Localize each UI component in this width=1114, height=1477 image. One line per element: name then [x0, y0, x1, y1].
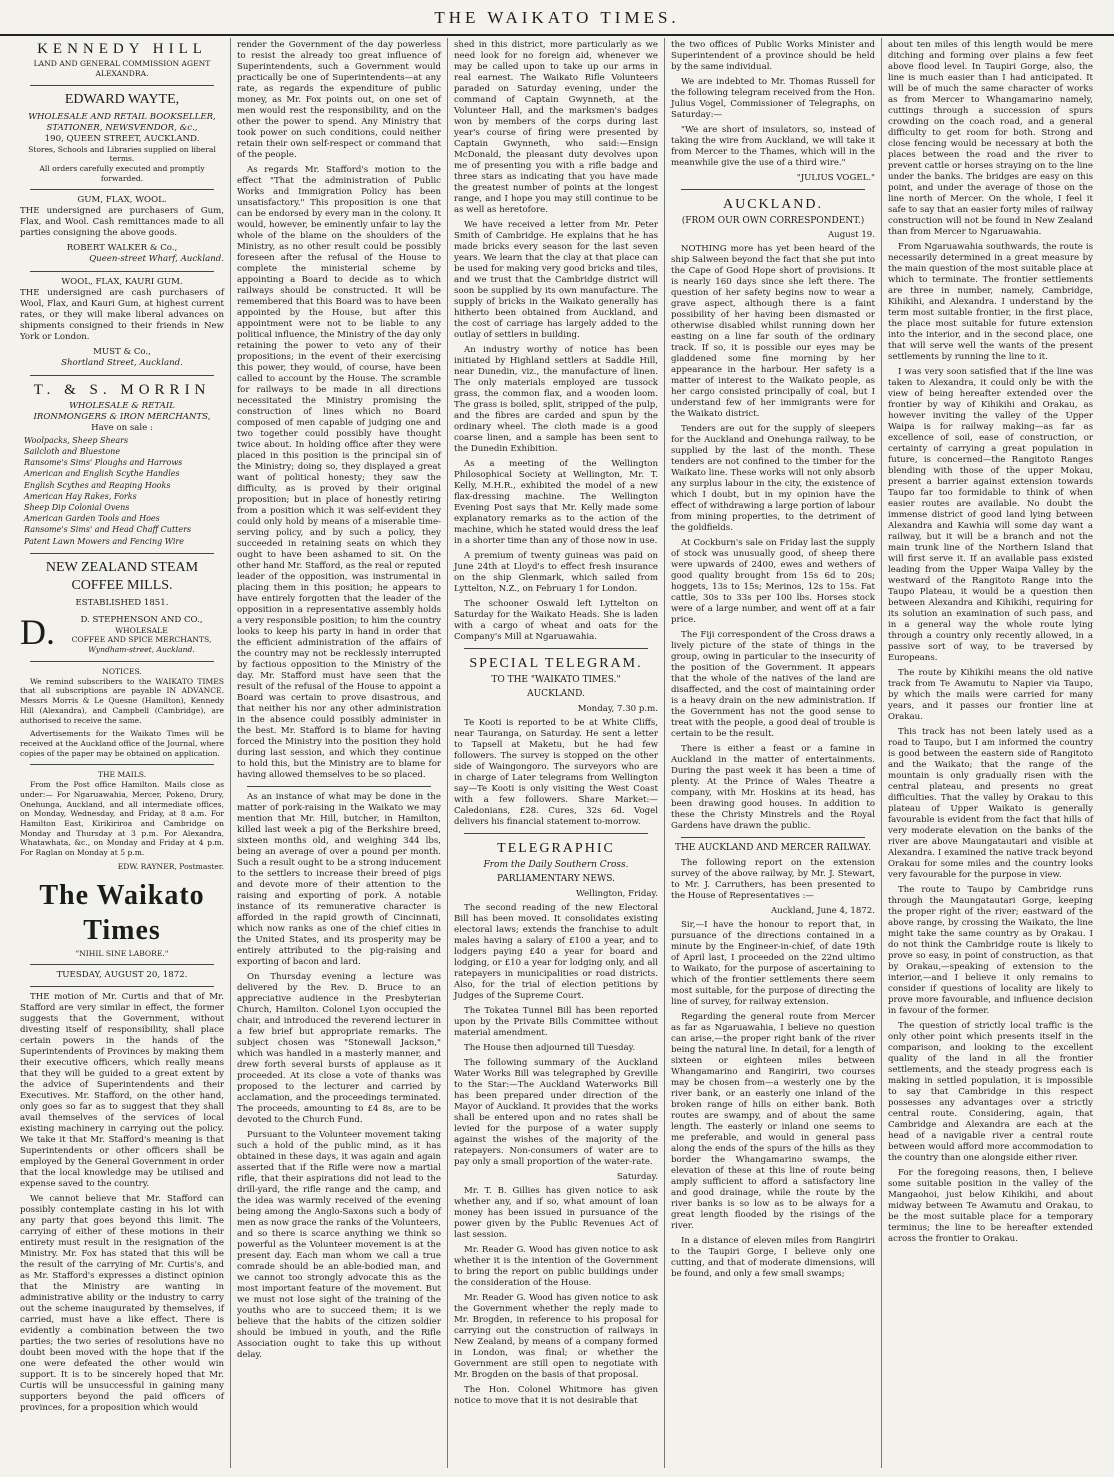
ad-gum1-sig: ROBERT WALKER & Co.,: [66, 243, 178, 254]
leader-paragraph: THE motion of Mr. Curtis and that of Mr. Stafford are very similar in effect, the former suggests that the Government, without divesting itself of responsibility, shall place certain powers in the hands of the Superintendents of Provinces by making them their executive officers, which really means that they will be guided to a great extent by the advice of Superintendents and their Executives. Mr. Stafford, on the other hand, only goes so far as to suggest that they shall avail themselves of the services of local existing machinery in carrying out the policy. We take it that Mr. Stafford's meaning is that Superintendents or other officers shall be employed by the General Government in order that the local knowledge may be utilised and expense saved to the country.: [20, 991, 224, 1189]
ad-gum2-head: WOOL, FLAX, KAURI GUM.: [61, 277, 183, 288]
article-paragraph: This track has not been lately used as a road to Taupo, but I am informed the country is good between the eastern side of Rangitoto and the Waikato; that the range of the mountain is only gradually risen with the central plateau, and presents no great difficulties. That the valley by Orakau to this plateau of Upper Waikato is generally favourable is evident from the fact that hills of very moderate elevation on the banks of the river are above Maungatautari and visible at Alexandra. I examined the native track beyond Orakau for some miles and the country looks very favourable for the purpose in view.: [888, 727, 1093, 880]
ad-kennedy-name: KENNEDY HILL: [37, 41, 207, 57]
article-paragraph: render the Government of the day powerless to resist the already too great influence of Superintendents, such a Government would practically be one of Superintendents—at any rate, as regards the expenditure of public money, as Mr. Fox points out, on one set of men would rest the responsibility, and on the other the power to spend. Any Ministry that took power on such conditions, could neither retain their own self-respect or command that of the people.: [237, 40, 441, 160]
article-paragraph: The Hon. Colonel Whitmore has given notice to move that it is not desirable that: [454, 1384, 658, 1406]
list-item: Ransome's Sims' and Head Chaff Cutters: [24, 525, 192, 535]
column-5: [882, 38, 1099, 1468]
divider: [30, 553, 214, 554]
ad-gum-flax-wool: [20, 195, 224, 265]
article-paragraph: As an instance of what may be done in the matter of pork-raising in the Waikato we may mention that Mr. Hill, butcher, in Hamilton, killed last week a pig of the Berkshire breed, sixteen months old, and weighing 344 lbs, being an average of over a pound per month. Such a result ought to be a strong inducement to the settlers to increase their breed of pigs and devote more of their attention to the raising and exporting of pork. A notable instance of its remunerative character is afforded in the rapid growth of Cincinnati, which now ranks as one of the chief cities in the United States, and its prosperity may be entirely attributed to the pig-raising and exporting of bacon and lard.: [237, 792, 441, 967]
banner-title: The Waikato Times: [39, 879, 205, 947]
special-telegram-dateline: Monday, 7.30 p.m.: [577, 703, 658, 714]
mails-body: From the Post office Hamilton. Mails close as under:— For Ngaruawahia, Mercer, Pokeno, Drury, Onehunga, Auckland, and all intermediate offices, on Monday, Wednesday, and Friday, at 8 a.m. For Hamilton East, Kirikiriroa and Cambridge on Monday and Thursday at 3 p.m. For Alexandra, Whatawhata, &c., on Monday and Friday at 4 p.m. For Raglan on Monday at 5 p.m.: [20, 780, 224, 858]
article-paragraph: about ten miles of this length would be mere ditching and forming over plains a few feet above flood level. In Taupiri Gorge, also, the line is much easier than I had anticipated. It will be of much the same character of works as from Mercer to Whangamarino namely, cuttings through a succession of spurs crowding on the coach road, and a general difficulty to get room for both. Strong and close fencing would be necessary at both the places between the road and the river to prevent cattle or horses straying on to the line under the banks. The bridges are easy on this point, and under the average of those on the line north of Mercer. On the whole, I feel it safe to say that an easier forty miles of railway construction will not be found in New Zealand than from Mercer to Ngaruawahia.: [888, 40, 1093, 237]
special-telegram-head: SPECIAL TELEGRAM.: [469, 656, 643, 671]
column-3: [448, 38, 665, 1468]
article-paragraph: "We are short of insulators, so, instead of taking the wire from Auckland, we will take it from Mercer to the Thames, which will in the meanwhile give the use of a third wire.": [671, 125, 875, 168]
divider: [247, 786, 431, 787]
divider: [30, 85, 214, 86]
article-paragraph: Sir,—I have the honour to report that, in pursuance of the directions contained in a minute by the Engineer-in-chief, of date 19th of April last, I proceeded on the 22nd ultimo to Waikato, for the purpose of ascertaining to which of the frontier settlements there seem most suitable, for the purpose of directing the line of survey, for railway extension.: [671, 919, 875, 1007]
ad-gum1-body: THE undersigned are purchasers of Gum, Flax, and Wool. Cash remittances made to all parties consigning the above goods.: [20, 206, 224, 239]
special-telegram-sub2: AUCKLAND.: [527, 689, 585, 700]
ad-wayte-note2: All orders carefully executed and promptly forwarded.: [39, 163, 205, 183]
column-1: [14, 38, 231, 1468]
railway-head: THE AUCKLAND AND MERCER RAILWAY.: [674, 843, 872, 854]
article-paragraph: The route to Taupo by Cambridge runs through the Maungatautari Gorge, keeping the proper right of the river; eastward of the above range, by crossing the Waikato, the line might take the same country as by Orakau. I do not think the Cambridge route is likely to prove so easy, in point of construction, as that by Orakau,—speaking of extension to the interior,—and I believe it only remains to consider if questions of locality are likely to prove more favourable, and influence decision in favour of the former.: [888, 885, 1093, 1016]
telegram-signature: "JULIUS VOGEL.": [796, 173, 875, 183]
newspaper-columns: [14, 38, 1102, 1468]
article-paragraph: We have received a letter from Mr. Peter Smith of Cambridge. He explains that he has made bricks every season for the last seven years. We learn that the clay at that place can be used for making very good bricks and tiles, and we trust that the Cambridge district will soon be supplied by its own manufacture. The supply of bricks in the Waikato generally has hitherto been obtained from Auckland, and the cost of carriage has largely added to the outlay of settlers in building.: [454, 220, 658, 340]
masthead: [0, 0, 1114, 36]
banner-date: TUESDAY, AUGUST 20, 1872.: [56, 969, 188, 980]
article-paragraph: Regarding the general route from Mercer as far as Ngaruawahia, I believe no question can arise,—the proper right bank of the river being the natural line. In detail, for a length of sixteen or eighteen miles between Whangamarino and Rangiriri, two courses may be chosen from—a westerly one by the river bank, or an easterly one inland of the broken range of hills on either bank. Both routes are swampy, and of about the same length. The easterly or inland one seems to me preferable, and would in general pass along the ends of the spurs of the hills as they border the Whangamarino swamps, the elevation of these at this line of route being amply sufficient to afford a satisfactory line and good drainage, while the route by the river banks is so low as to be always for a great length flooded by the risings of the river.: [671, 1011, 875, 1231]
article-paragraph: The Tokatea Tunnel Bill has been reported upon by the Private Bills Committee without material amendment.: [454, 1005, 658, 1038]
list-item: Ransome's Sims' Ploughs and Harrows: [24, 458, 183, 468]
divider: [681, 837, 865, 838]
divider: [30, 189, 214, 190]
ad-stephenson-line2: COFFEE AND SPICE MERCHANTS,: [71, 635, 212, 645]
ad-kennedy-line2: ALEXANDRA.: [95, 68, 149, 78]
ad-stephenson-line3: Wyndham-street, Auckland.: [88, 645, 195, 655]
ad-gum2-sig2: Shortland Street, Auckland.: [61, 358, 183, 369]
mails-sig: EDW. RAYNER, Postmaster.: [117, 861, 224, 871]
ad-gum2-sig: MUST & Co.,: [93, 347, 151, 358]
article-paragraph: As a meeting of the Wellington Philosophical Society at Wellington, Mr. T. Kelly, M.H.R., exhibited the model of a new flax-dressing machine. The Wellington Evening Post says that Mr. Kelly made some explanatory remarks as to the action of the machine, which he stated would dress the leaf in a shorter time than any of those now in use.: [454, 459, 658, 546]
divider: [30, 986, 214, 987]
ad-wayte-line2: STATIONER, NEWSVENDOR, &c.,: [46, 122, 198, 133]
divider: [464, 648, 648, 649]
article-paragraph: On Thursday evening a lecture was delivered by the Rev. D. Bruce to an appreciative audience in the Presbyterian Church, Hamilton. Colonel Lyon occupied the chair, and introduced the reverend lecturer in a few brief but appropriate remarks. The subject chosen was "Stonewall Jackson," which was handled in a masterly manner, and drew forth several bursts of applause as it proceeded. At its close a vote of thanks was proposed to the lecturer and carried by acclamation, and the proceedings terminated. The proceeds, amounting to £4 8s, are to be devoted to the Church Fund.: [237, 972, 441, 1125]
article-paragraph: An industry worthy of notice has been initiated by Highland settlers at Saddle Hill, near Dunedin, viz., the manufacture of linen. The only materials employed are tussock grass, the common flax, and a wooden loom. The grass is boiled, split, stripped of the pulp, and the fibres are carded and spun by the ordinary wheel. The cloth made is a good coarse linen, and a sample has been sent to the Dunedin Exhibition.: [454, 345, 658, 454]
telegraphic-dateline: Wellington, Friday.: [575, 888, 658, 899]
ad-kennedy-hill: [20, 40, 224, 79]
article-paragraph: The second reading of the new Electoral Bill has been moved. It consolidates existing electoral laws; extends the franchise to adult males having a salary of £100 a year, and to lodgers paying £40 a year for board and lodging, or £10 a year for lodging only, and all ratepayers in municipalities or road districts. Also, for the trial of election petitions by Judges of the Supreme Court.: [454, 902, 658, 1001]
divider: [681, 189, 865, 190]
ad-morrin: [20, 381, 224, 547]
ad-wool-flax-kauri: [20, 277, 224, 369]
column-4: [665, 38, 882, 1468]
article-paragraph: We are indebted to Mr. Thomas Russell for the following telegram received from the Hon. Julius Vogel, Commissioner of Telegraphs, on Saturday:—: [671, 77, 875, 120]
divider: [30, 271, 214, 272]
ad-morrin-line2: IRONMONGERS & IRON MERCHANTS,: [33, 411, 211, 422]
article-paragraph: For the foregoing reasons, then, I believe some suitable position in the valley of the Mangaohoi, just below Kihikihi, and about midway between Te Awamutu and Orakau, to be the most suitable place for a temporary terminus; the line to be hereafter extended across the frontier to Orakau.: [888, 1168, 1093, 1244]
article-paragraph: The following summary of the Auckland Water Works Bill was telegraphed by Greville to the Star:—The Auckland Waterworks Bill has been prepared under direction of the Mayor of Auckland. It provides that the works shall be entered upon and no rates shall be levied for the purpose of a water supply against the wishes of the majority of the ratepayers. Non-consumers of water are to pay only a small proportion of the water-rate.: [454, 1057, 658, 1167]
article-paragraph: As regards Mr. Stafford's motion to the effect "That the administration of Public Works and Immigration Policy has been unsatisfactory." This proposition is one that can be endorsed by every man in the colony. It would, however, be eminently unfair to lay the whole of the blame on the shoulders of the Ministry, as no other result could be possibly foreseen after the refusal of the House to complete the ministerial scheme by appointing a Board to decide as to which railways should be constructed. It will be remembered that this Board was to have been appointed by the House, but after this appointment were not to be liable to any political influence, the Ministry of the day only retaining the power to veto any of their propositions; in the event of their exercising this power, they would, of course, have been called to account by the House. The scramble for railways to be made in all directions necessitated the Ministry promising the construction of lines which no Board composed of men capable of judging one and two together could possibly have thought twice about. In holding office after they were placed in this position is the principal sin of the Ministry; doing so, they displayed a great want of political honesty; they saw the difficulty, as is proved by their original proposition; but in place of honestly retiring from a position which it was self-evident they could only hold by means of a miserable time-serving policy, and by such a policy, they succeeded in retaining seats on which they ought to have been ashamed to sit. On the other hand Mr. Stafford, as the real or reputed leader of the opposition, was instrumental in placing them in this position; he appears to have entirely forgotten that the leader of the opposition in a representative assembly holds a very responsible position; to him the country looks to keep his party in hand in order that the efficient administration of the affairs of the country may not be recklessly interrupted by factious opposition to the Ministry of the day. Mr. Stafford must have seen that the result of the refusal of the House to appoint a Board was certain to prove disastrous, and that neither his nor any other administration in the absence could possibly administer in the best. Mr. Stafford is to blame for having forced the Ministry into the position they hold during last session, and which they continue to hold this, but the Ministry are to blame for having allowed themselves to be so placed.: [237, 165, 441, 780]
special-telegram-sub1: TO THE "WAIKATO TIMES.": [491, 674, 621, 685]
article-paragraph: NOTHING more has yet been heard of the ship Salween beyond the fact that she put into the Cape of Good Hope short of provisions. It is nearly 160 days since she left there. The question of her safety begins now to wear a grave aspect, although there is a faint possibility of her having been dismasted or otherwise disabled whilst running down her easting on a line far south of the ordinary track. If so, it is possible our eyes may be gladdened some fine morning by her appearance in the harbour. Her safety is a matter of interest to the Waikato people, as her cargo consisted principally of coal, but I understand few of her immigrants were for the Waikato district.: [671, 244, 875, 420]
divider: [30, 375, 214, 376]
ad-stephenson-name: D. STEPHENSON AND CO.,: [80, 614, 203, 625]
auckland-sub: (FROM OUR OWN CORRESPONDENT.): [681, 215, 865, 226]
article-paragraph: the two offices of Public Works Minister and Superintendent of a province should be held by the same individual.: [671, 40, 875, 72]
newspaper-title: THE WAIKATO TIMES.: [434, 8, 680, 27]
notices-head: NOTICES.: [102, 666, 142, 676]
article-paragraph: In a distance of eleven miles from Rangiriri to the Taupiri Gorge, I believe only one cutting, and that of moderate dimensions, will be found, and only a few small swamps;: [671, 1235, 875, 1279]
dropcap: D.: [20, 611, 55, 652]
article-paragraph: Mr. T. B. Gillies has given notice to ask whether any, and if so, what amount of loan money has been issued in pursuance of the power given by the Public Revenues Act of last session.: [454, 1185, 658, 1240]
parliamentary-news-head: PARLIAMENTARY NEWS.: [497, 874, 615, 885]
article-paragraph: The Fiji correspondent of the Cross draws a lively picture of the state of things in the group, owing in particular to the insecurity of the position of the Government. It appears that the whole of the natives of the land are disaffected, and the cost of maintaining order is a heavy drain on the new administration. If the Government has not the good sense to treat with the people, a good deal of trouble is certain to be the result.: [671, 630, 875, 740]
special-telegram-body: Te Kooti is reported to be at White Cliffs, near Tauranga, on Saturday. He sent a letter to Tapsell at Maketu, but he had few followers. The survey is stopped on the other side of Waingongoro. The surveyors who are in charge of Later telegrams from Wellington say—Te Kooti is only visiting the West Coast with a few followers. Share Market:—Caledonians, £28. Cures, 32s 6d. Vogel delivers his financial statement to-morrow.: [454, 717, 658, 827]
leader-paragraph: We cannot believe that Mr. Stafford can possibly contemplate casting in his lot with any party that goes beyond this limit. The carrying of either of these motions in their entirety must result in the resignation of the Ministry. Mr. Fox has stated that this will be the result of the carrying of Mr. Curtis's, and as Mr. Stafford's expresses a distinct opinion that the Ministry are wanting in administrative ability or the industry to carry out the scheme inaugurated by themselves, if carried, must have a like effect. There is evidently a combination between the two parties; the two series of resolutions have no doubt been moved with the hope that if the one were defeated the other would win support. It is to be sincerely hoped that Mr. Curtis will be unsuccessful in gaining many supporters beyond the paid officers of provinces, for a proposition which would: [20, 1193, 224, 1413]
divider: [30, 661, 214, 662]
auckland-dateline: August 19.: [827, 230, 875, 241]
ad-morrin-intro: Have on sale :: [91, 422, 153, 433]
divider: [30, 764, 214, 765]
list-item: English Scythes and Reaping Hooks: [24, 480, 171, 490]
ad-gum2-body: THE undersigned are cash purchasers of Wool, Flax, and Kauri Gum, at highest current rates, or they will make liberal advances on shipments consigned to their friends in New York or London.: [20, 288, 224, 343]
ad-wayte-address: 190, QUEEN STREET, AUCKLAND.: [44, 133, 200, 144]
ad-coffee-mills: [20, 559, 224, 609]
article-paragraph: From Ngaruawahia southwards, the route is necessarily determined in a great measure by the main question of the most suitable place at which to terminate. The frontier settlements are three in number, namely, Cambridge, Kihikihi, and Alexandra. I understand by the term most suitable frontier, in the first place, the place most suitable for future extension into the interior, and in the second place, one that will serve well the wants of the present settlements by running the line to it.: [888, 242, 1093, 362]
article-paragraph: There is either a feast or a famine in Auckland in the matter of entertainments. During the past week it has been a time of plenty. At the Prince of Wales Theatre a company, with Mr. Hoskins at its head, has been drawing good houses. In addition to these the Christy Minstrels and the Royal Gardens have drawn the public.: [671, 744, 875, 832]
article-paragraph: Pursuant to the Volunteer movement taking such a hold of the public mind, as it has obtained in these days, it was again and again asserted that if the Rifle were now a martial rifle, that their aspirations did not lead to the drill-yard, the rifle range and the camp, and the idea was warmly received of the evening being among the Anglo-Saxons such a body of men as now grace the ranks of the Volunteers, and so there is scarce anything we think so powerful as the Volunteer movement is at the present day. Each man whom we call a true comrade should be an able-bodied man, and we cannot too strongly advocate this as the most important feature of the movement. But we must not lose sight of the training of the youths who are to succeed them; it is we believe that the habits of the citizen soldier should be imbued in youth, and the Rifle Association ought to take this up without delay.: [237, 1130, 441, 1360]
article-paragraph: Mr. Reader G. Wood has given notice to ask whether it is the intention of the Government to bring the report on public buildings under the consideration of the House.: [454, 1244, 658, 1288]
auckland-head: AUCKLAND.: [722, 197, 824, 212]
article-paragraph: The route by Kihikihi means the old native track from Te Awamutu to Napier via Taupo, by which the mails were carried for many years, and it passes our frontier line at Orakau.: [888, 668, 1093, 722]
ad-morrin-items: [24, 436, 224, 547]
ad-gum1-sig2: Queen-street Wharf, Auckland.: [89, 254, 224, 265]
telegraphic-sub: From the Daily Southern Cross.: [483, 859, 629, 870]
ad-stephenson: [20, 611, 224, 655]
list-item: Sheep Dip Colonial Ovens: [24, 503, 130, 512]
ad-wayte: [20, 91, 224, 184]
ad-wayte-line1: WHOLESALE AND RETAIL BOOKSELLER,: [28, 111, 216, 122]
article-paragraph: The following report on the extension survey of the above railway, by Mr. J. Stewart, to Mr. J. Carruthers, has been presented to the House of Representatives :—: [671, 857, 875, 901]
railway-dateline: Auckland, June 4, 1872.: [771, 905, 875, 916]
article-paragraph: shed in this district, more particularly as we need look for no foreign aid, whenever we may be called upon to take up our arms in real earnest. The Waikato Rifle Volunteers paraded on Saturday evening, under the command of Captain Gwynneth, at the Volunteer Hall, and the marksmen's badges won by members of the corps during last year's course of firing were presented by Captain Gwynneth, who said:—Ensign McDonald, the pleasant duty devolves upon me of presenting you with a rifle badge and three stars as indicating that you have made the greatest number of points at the longest range, and I hope you may still continue to be as well as heretofore.: [454, 40, 658, 215]
article-paragraph: At Cockburn's sale on Friday last the supply of stock was unusually good, of sheep there were upwards of 2400, ewes and wethers of good quality brought from 15s 6d to 20s; hoggets, 13s to 15s; Merinos, 12s to 15s. Fat cattle, 30s to 33s per 100 lbs. Horses stock were of a large number, and went off at a fair price.: [671, 538, 875, 626]
list-item: American and English Scythe Handles: [24, 469, 180, 479]
mails-head: THE MAILS.: [97, 770, 147, 780]
ad-coffee-name: NEW ZEALAND STEAM COFFEE MILLS.: [45, 559, 199, 593]
ad-wayte-name: EDWARD WAYTE,: [64, 91, 180, 107]
telegraphic-dateline-2: Saturday.: [616, 1171, 658, 1182]
article-paragraph: A premium of twenty guineas was paid on June 24th at Lloyd's to effect fresh insurance on the ship Glenmark, which sailed from Lyttelton, N.Z., on February 1 for London.: [454, 551, 658, 594]
ad-stephenson-line1: WHOLESALE: [115, 625, 168, 635]
divider: [30, 964, 214, 965]
article-paragraph: Mr. Reader G. Wood has given notice to ask the Government whether the reply made to Mr. Brogden, in reference to his proposal for carrying out the construction of railways in New Zealand, by means of a company formed in London, was final; or whether the Government are still open to negotiate with Mr. Brogden on the basis of that proposal.: [454, 1292, 658, 1380]
article-paragraph: Tenders are out for the supply of sleepers for the Auckland and Onehunga railway, to be supplied by the last of the month. These tenders are not confined to the timber for the Waikato line. These works will not only absorb any surplus labour in the city, the existence of which I doubt, but in my opinion have the effect of withdrawing a large portion of labour from mining properties, to the detriment of the goldfields.: [671, 424, 875, 534]
list-item: American Garden Tools and Hoes: [24, 514, 160, 524]
notices: [20, 667, 224, 758]
list-item: American Hay Rakes, Forks: [24, 491, 137, 501]
ad-kennedy-line1: LAND AND GENERAL COMMISSION AGENT: [33, 59, 211, 69]
mails: [20, 770, 224, 871]
ad-morrin-name: T. & S. MORRIN: [33, 382, 211, 399]
list-item: Sailcloth and Bluestone: [24, 446, 121, 456]
banner-motto: "NIHIL SINE LABORE.": [75, 949, 169, 959]
ad-gum1-head: GUM, FLAX, WOOL.: [77, 195, 167, 206]
article-paragraph: I was very soon satisfied that if the line was taken to Alexandra, it could only be with the view of being hereafter extended over the frontier by way of Kihikihi and Orakau, as however inviting the valley of the Upper Waipa is for railway making—as far as excellence of soil, ease of construction, or certainty of carrying a great population in future, is concerned—the Rangitoto Ranges blending with those of the upper Mokau, present a barrier against extension towards Taupo far too formidable to think of when easier routes are available. No doubt the immense district of good land lying between Alexandra and Kawhia will some day want a railway, but it will be a branch and not the main trunk line of the Northern Island that will first serve it. If an available pass existed leading from the Upper Waipa Valley by the westward of the Rangitoto Range into the Taupo Plateau, it would be a question then between Alexandra and Kihikihi, requiring for its solution an examination of such pass, and in a general way the whole route lying through a country only recently allowed, in a passive sort of way, to be traversed by Europeans.: [888, 367, 1093, 663]
article-paragraph: The schooner Oswald left Lyttelton on Saturday for the Waikato Heads. She is laden with a cargo of wheat and oats for the Company's Mill at Ngaruawahia.: [454, 599, 658, 642]
list-item: Woolpacks, Sheep Shears: [24, 435, 129, 445]
ad-morrin-line1: WHOLESALE & RETAIL: [69, 400, 175, 411]
list-item: Patent Lawn Mowers and Fencing Wire: [24, 536, 184, 546]
divider: [464, 833, 648, 834]
notices-body2: Advertisements for the Waikato Times will be received at the Auckland office of the Journal, where copies of the paper may be obtained on application.: [20, 729, 224, 758]
ad-coffee-est: ESTABLISHED 1851.: [75, 597, 169, 608]
telegraphic-head: TELEGRAPHIC: [497, 840, 615, 856]
article-paragraph: The question of strictly local traffic is the only other point which presents itself in the comparison, and looking to the excellent quality of the land in all the frontier settlements, and the steady progress each is making in settled population, it is impossible to say that Cambridge in this respect possesses any advantages over a strictly central route. Considering, again, that Cambridge and Alexandra are each at the head of a navigable river a central route between would afford more accommodation to the country than one alongside either river.: [888, 1021, 1093, 1163]
column-2: [231, 38, 448, 1468]
ad-wayte-note1: Stores, Schools and Libraries supplied on liberal terms.: [28, 144, 216, 164]
article-paragraph: The House then adjourned till Tuesday.: [464, 1042, 636, 1053]
notices-body: We remind subscribers to the WAIKATO TIMES that all subscriptions are payable IN ADVANCE. Messrs Morris & Le Quesne (Hamilton), Kennedy Hill (Alexandra), and Campbell (Cambridge), are authorised to receive the same.: [20, 676, 224, 725]
